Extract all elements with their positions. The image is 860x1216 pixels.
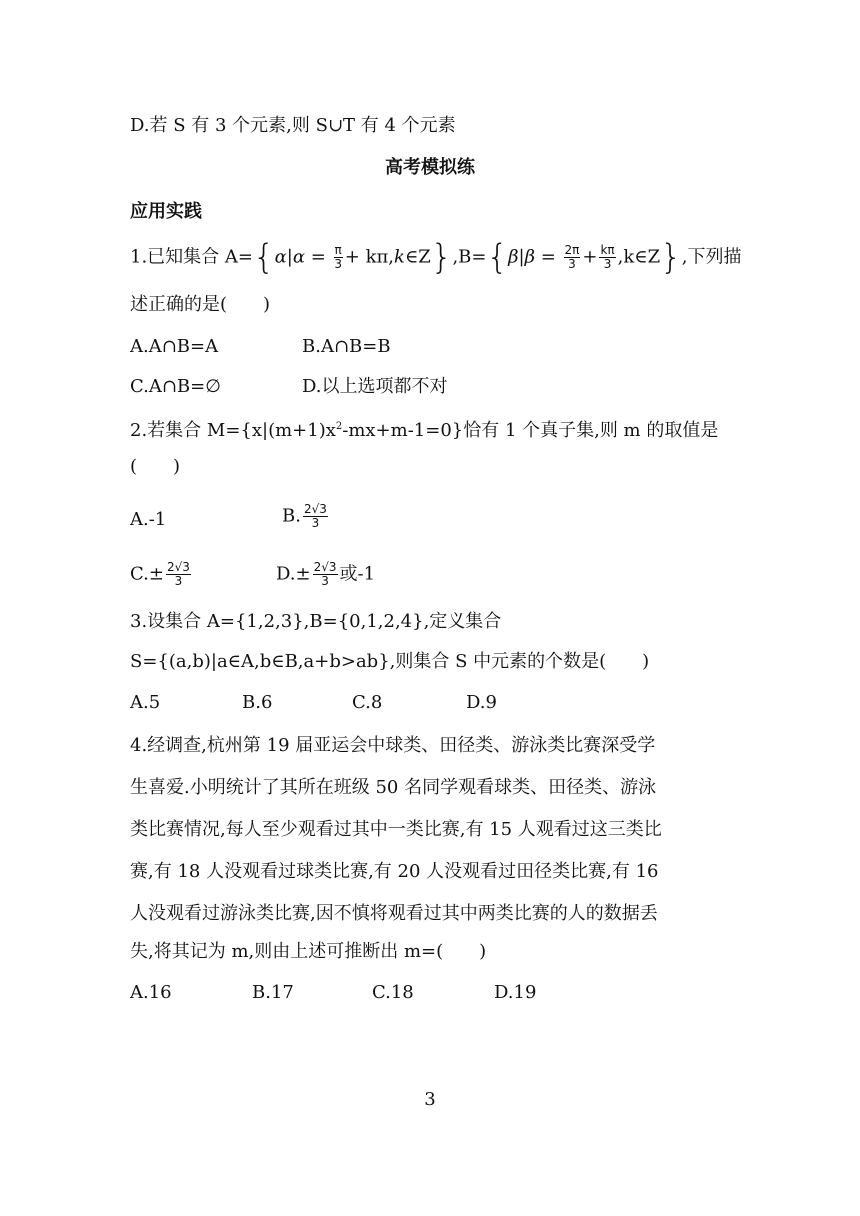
q2-option-c bbox=[130, 561, 193, 588]
q2-text-a: 2.若集合 M={x|(m+1)x bbox=[130, 420, 336, 441]
question-1-line-1 bbox=[130, 237, 742, 278]
q1-option-a: A.A∩B=A bbox=[130, 336, 219, 357]
q1-b-end: ,k∈Z bbox=[617, 246, 661, 268]
q1-a-k: k bbox=[394, 246, 405, 268]
q2-option-b bbox=[282, 503, 330, 530]
q4-option-b: B.17 bbox=[252, 982, 294, 1003]
q1-a-tail: + kπ, bbox=[344, 246, 395, 268]
question-4-line-3: 类比赛情况,每人至少观看过其中一类比赛,有 15 人观看过这三类比 bbox=[130, 819, 662, 840]
question-3-line-2: S={(a,b)|a∈A,b∈B,a+b>ab},则集合 S 中元素的个数是( ) bbox=[130, 651, 650, 672]
q2-option-d-fraction: $\frac{2√3}{3}$ bbox=[313, 560, 337, 588]
question-4-line-2: 生喜爱.小明统计了其所在班级 50 名同学观看球类、田径类、游泳 bbox=[130, 777, 657, 798]
q1-option-b: B.A∩B=B bbox=[302, 336, 391, 357]
previous-question-option-d: D.若 S 有 3 个元素,则 S∪T 有 4 个元素 bbox=[130, 115, 456, 136]
question-4-line-5: 人没观看过游泳类比赛,因不慎将观看过其中两类比赛的人的数据丢 bbox=[130, 903, 658, 924]
question-4-line-4: 赛,有 18 人没观看过球类比赛,有 20 人没观看过田径类比赛,有 16 bbox=[130, 861, 659, 882]
q2-option-c-label: C.± bbox=[130, 563, 164, 585]
question-2-line-1 bbox=[130, 414, 718, 444]
q3-option-b: B.6 bbox=[242, 692, 273, 713]
q1-b-label: ,B= bbox=[452, 246, 487, 268]
q3-option-d: D.9 bbox=[466, 692, 497, 713]
q2-option-b-label: B. bbox=[282, 505, 301, 527]
question-1-line-2: 述正确的是( ) bbox=[130, 294, 271, 315]
q2-option-b-fraction: $\frac{2√3}{3}$ bbox=[303, 502, 327, 530]
q1-a-end: ∈Z bbox=[404, 246, 431, 268]
q1-suffix: ,下列描 bbox=[681, 246, 742, 268]
q1-b-fraction-2: $\frac{k\pi}{3}$ bbox=[600, 243, 615, 271]
question-4-line-1: 4.经调查,杭州第 19 届亚运会中球类、田径类、游泳类比赛深受学 bbox=[130, 735, 656, 756]
q2-option-d-label: D.± bbox=[276, 563, 311, 585]
q3-option-a: A.5 bbox=[130, 692, 161, 713]
q2-exponent: 2 bbox=[335, 421, 343, 432]
q2-option-d-tail: 或-1 bbox=[339, 563, 376, 585]
left-brace-icon: { bbox=[486, 237, 509, 278]
q2-option-d bbox=[276, 561, 375, 588]
q1-prefix: 1.已知集合 A= bbox=[130, 246, 253, 268]
subsection-title: 应用实践 bbox=[130, 201, 202, 222]
q2-option-c-fraction: $\frac{2√3}{3}$ bbox=[166, 560, 190, 588]
q4-option-d: D.19 bbox=[494, 982, 537, 1003]
q1-a-set: α|α = bbox=[274, 246, 332, 268]
q3-option-c: C.8 bbox=[352, 692, 383, 713]
section-title: 高考模拟练 bbox=[385, 157, 475, 178]
page-number: 3 bbox=[424, 1089, 436, 1110]
q4-option-a: A.16 bbox=[130, 982, 172, 1003]
q4-option-c: C.18 bbox=[372, 982, 414, 1003]
q1-b-set: β|β = bbox=[508, 246, 562, 268]
question-4-line-6: 失,将其记为 m,则由上述可推断出 m=( ) bbox=[130, 941, 487, 962]
q1-option-d: D.以上选项都不对 bbox=[302, 376, 448, 397]
right-brace-icon: } bbox=[660, 237, 682, 278]
q2-option-a: A.-1 bbox=[130, 509, 167, 530]
q2-text-b: -mx+m-1=0}恰有 1 个真子集,则 m 的取值是 bbox=[342, 420, 719, 441]
q1-a-fraction: $\frac{\pi}{3}$ bbox=[334, 243, 342, 271]
left-brace-icon: { bbox=[252, 237, 275, 278]
q1-b-fraction-1: $\frac{2\pi}{3}$ bbox=[564, 243, 580, 271]
q1-option-c: C.A∩B=∅ bbox=[130, 376, 221, 397]
question-3-line-1: 3.设集合 A={1,2,3},B={0,1,2,4},定义集合 bbox=[130, 611, 502, 632]
question-2-line-2: ( ) bbox=[130, 456, 181, 477]
right-brace-icon: } bbox=[430, 237, 453, 278]
q1-b-plus: + bbox=[582, 246, 598, 268]
